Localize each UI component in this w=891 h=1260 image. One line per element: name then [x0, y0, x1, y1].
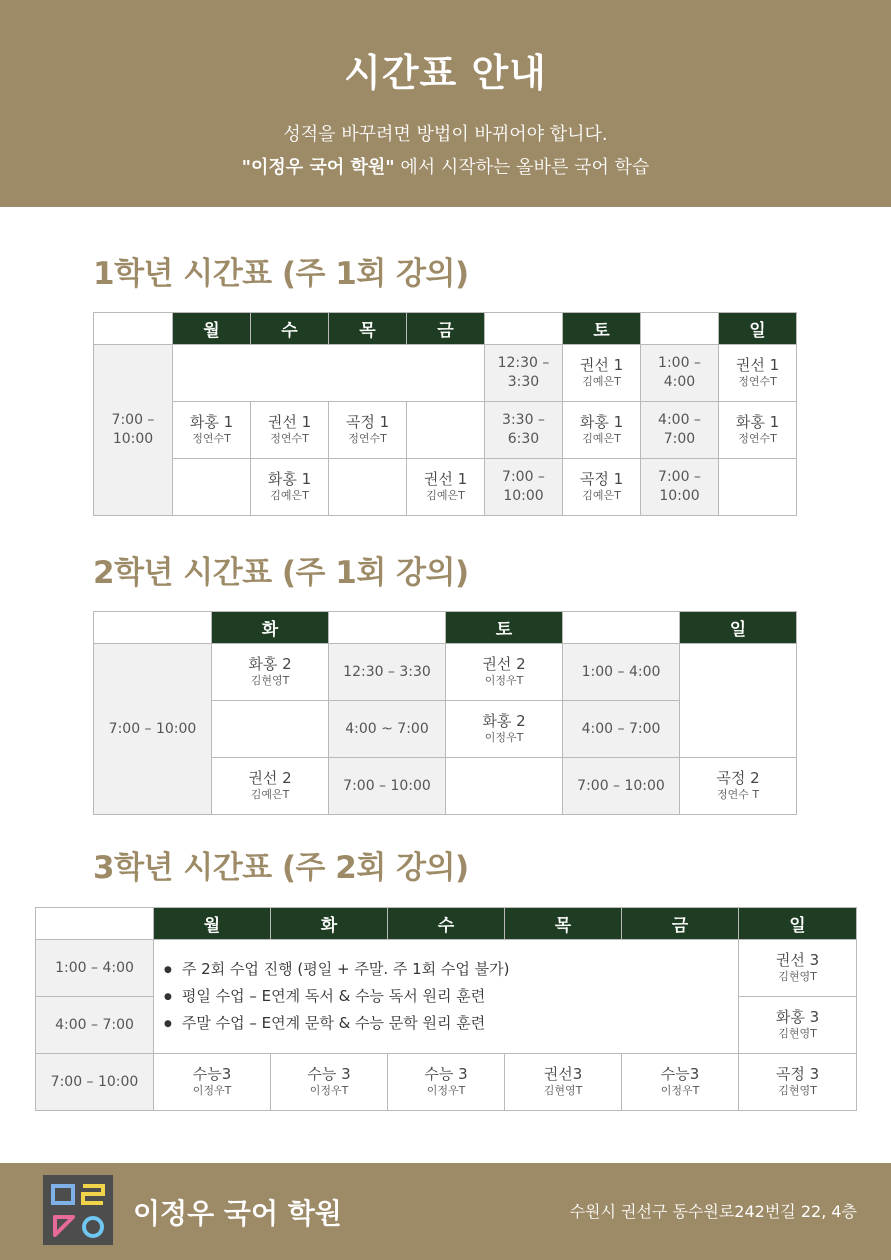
- class-cell: [446, 701, 563, 758]
- time-slot-cell: 7:00 – 10:00: [329, 758, 446, 815]
- day-header: 화: [271, 908, 388, 940]
- table-row: [36, 940, 857, 997]
- teacher-name: 정연수 T: [716, 788, 760, 802]
- time-slot-cell: 7:00 – 10:00: [563, 758, 680, 815]
- course-name: 권선3: [543, 1065, 583, 1084]
- empty-cell: [407, 402, 485, 459]
- time-slot-cell: 1:00 – 4:00: [36, 940, 154, 997]
- blank-header-cell: [641, 313, 719, 345]
- course-name: 수능3: [192, 1065, 232, 1084]
- teacher-name: 정연수T: [738, 432, 777, 446]
- grade1-timetable: [93, 312, 797, 516]
- day-header: 금: [622, 908, 739, 940]
- teacher-name: 이정우T: [309, 1084, 349, 1098]
- day-header: 월: [154, 908, 271, 940]
- header-subtitle: 성적을 바꾸려면 방법이 바뀌어야 합니다.: [283, 124, 608, 145]
- header-banner: [0, 0, 891, 207]
- blank-header-cell: [485, 313, 563, 345]
- teacher-name: 이정우T: [660, 1084, 700, 1098]
- time-slot-cell: 7:00 – 10:00: [485, 459, 563, 516]
- time-slot-cell: 12:30 – 3:30: [485, 345, 563, 402]
- course-name: 권선 1: [579, 356, 624, 375]
- class-cell: [212, 758, 329, 815]
- teacher-name: 김현영T: [543, 1084, 583, 1098]
- class-cell: [563, 459, 641, 516]
- course-name: 곡정 3: [775, 1065, 820, 1084]
- empty-cell: [680, 644, 797, 758]
- class-cell: [173, 402, 251, 459]
- course-name: 곡정 2: [716, 769, 760, 788]
- teacher-name: 김예은T: [582, 375, 621, 389]
- course-name: 권선 2: [482, 655, 526, 674]
- teacher-name: 김예은T: [426, 489, 465, 503]
- time-slot-cell: 7:00 – 10:00: [36, 1054, 154, 1111]
- teacher-name: 김예은T: [250, 788, 290, 802]
- note-item: ● 주 2회 수업 진행 (평일 + 주말. 주 1회 수업 불가): [164, 956, 738, 983]
- teacher-name: 김현영T: [778, 1027, 817, 1041]
- footer-address: 수원시 권선구 동수원로242번길 22, 4층: [569, 1202, 857, 1221]
- empty-cell: [173, 459, 251, 516]
- day-header: 일: [719, 313, 797, 345]
- grade2-title: 2학년 시간표 (주 1회 강의): [93, 555, 469, 591]
- class-cell: [563, 402, 641, 459]
- course-name: 권선 2: [248, 769, 292, 788]
- class-cell: [719, 402, 797, 459]
- time-slot-cell: 3:30 – 6:30: [485, 402, 563, 459]
- corner-cell: [94, 612, 212, 644]
- teacher-name: 정연수T: [738, 375, 777, 389]
- course-name: 화홍 1: [267, 470, 312, 489]
- course-name: 수능3: [660, 1065, 700, 1084]
- note-item: ● 평일 수업 – E연계 독서 & 수능 독서 원리 훈련: [164, 983, 738, 1010]
- blank-header-cell: [329, 612, 446, 644]
- grade3-day-header-row: [36, 908, 857, 940]
- time-slot-cell: 4:00 – 7:00: [563, 701, 680, 758]
- teacher-name: 김예은T: [582, 432, 621, 446]
- course-name: 화홍 1: [735, 413, 780, 432]
- class-cell: [719, 345, 797, 402]
- day-header: 화: [212, 612, 329, 644]
- teacher-name: 정연수T: [348, 432, 387, 446]
- course-name: 곡정 1: [579, 470, 624, 489]
- academy-name-quote: "이정우 국어 학원": [241, 157, 395, 178]
- day-header: 목: [329, 313, 407, 345]
- class-cell: [329, 402, 407, 459]
- course-name: 권선 3: [775, 951, 820, 970]
- course-name: 권선 1: [735, 356, 780, 375]
- footer-academy-name: 이정우 국어 학원: [133, 1197, 342, 1230]
- class-cell: [563, 345, 641, 402]
- grade3-title: 3학년 시간표 (주 2회 강의): [93, 850, 469, 886]
- time-slot-cell: 7:00 – 10:00: [641, 459, 719, 516]
- class-cell: [154, 1054, 271, 1111]
- page-title: 시간표 안내: [344, 51, 547, 95]
- class-cell: [446, 644, 563, 701]
- course-name: 화홍 2: [248, 655, 292, 674]
- grade1-day-header-row: [94, 313, 797, 345]
- tagline-rest: 에서 시작하는 올바른 국어 학습: [394, 157, 650, 178]
- day-header: 월: [173, 313, 251, 345]
- empty-cell: [719, 459, 797, 516]
- time-slot-cell: 7:00 – 10:00: [94, 345, 173, 516]
- time-slot-cell: 4:00 – 7:00: [36, 997, 154, 1054]
- teacher-name: 이정우T: [192, 1084, 232, 1098]
- day-header: 토: [446, 612, 563, 644]
- time-slot-cell: 4:00 – 7:00: [641, 402, 719, 459]
- footer-banner: [0, 1163, 891, 1260]
- corner-cell: [94, 313, 173, 345]
- class-cell: [251, 459, 329, 516]
- logo-graphic: [43, 1175, 113, 1245]
- grade3-timetable: [35, 907, 857, 1111]
- teacher-name: 이정우T: [484, 674, 524, 688]
- empty-cell: [173, 345, 485, 402]
- empty-cell: [329, 459, 407, 516]
- empty-cell: [446, 758, 563, 815]
- teacher-name: 김현영T: [250, 674, 290, 688]
- time-slot-cell: 4:00 ~ 7:00: [329, 701, 446, 758]
- teacher-name: 정연수T: [270, 432, 309, 446]
- class-cell: [271, 1054, 388, 1111]
- course-name: 수능 3: [424, 1065, 468, 1084]
- table-row: [36, 1054, 857, 1111]
- time-slot-cell: 1:00 – 4:00: [641, 345, 719, 402]
- course-name: 화홍 1: [189, 413, 234, 432]
- class-cell: [407, 459, 485, 516]
- class-cell: [739, 1054, 857, 1111]
- day-header: 목: [505, 908, 622, 940]
- time-slot-cell: 12:30 – 3:30: [329, 644, 446, 701]
- course-name: 수능 3: [307, 1065, 351, 1084]
- class-cell: [505, 1054, 622, 1111]
- day-header: 수: [251, 313, 329, 345]
- notes-list: [154, 956, 738, 1037]
- course-name: 화홍 1: [579, 413, 624, 432]
- class-cell: [739, 940, 857, 997]
- grade1-title: 1학년 시간표 (주 1회 강의): [93, 256, 469, 292]
- teacher-name: 정연수T: [192, 432, 231, 446]
- class-cell: [212, 644, 329, 701]
- course-name: 권선 1: [267, 413, 312, 432]
- empty-cell: [212, 701, 329, 758]
- day-header: 일: [739, 908, 857, 940]
- teacher-name: 이정우T: [484, 731, 524, 745]
- time-slot-cell: 1:00 – 4:00: [563, 644, 680, 701]
- note-item: ● 주말 수업 – E연계 문학 & 수능 문학 원리 훈련: [164, 1010, 738, 1037]
- day-header: 금: [407, 313, 485, 345]
- grade2-day-header-row: [94, 612, 797, 644]
- table-row: [94, 459, 797, 516]
- teacher-name: 김예은T: [582, 489, 621, 503]
- grade2-timetable: [93, 611, 797, 815]
- teacher-name: 김현영T: [778, 970, 817, 984]
- class-cell: [251, 402, 329, 459]
- blank-header-cell: [563, 612, 680, 644]
- day-header: 일: [680, 612, 797, 644]
- teacher-name: 이정우T: [426, 1084, 466, 1098]
- time-slot-cell: 7:00 – 10:00: [94, 644, 212, 815]
- header-tagline: [0, 153, 891, 179]
- class-cell: [622, 1054, 739, 1111]
- corner-cell: [36, 908, 154, 940]
- table-row: [94, 402, 797, 459]
- day-header: 토: [563, 313, 641, 345]
- table-row: [94, 345, 797, 402]
- course-name: 권선 1: [423, 470, 468, 489]
- day-header: 수: [388, 908, 505, 940]
- class-cell: [388, 1054, 505, 1111]
- course-name: 곡정 1: [345, 413, 390, 432]
- academy-logo-icon: [43, 1175, 113, 1245]
- course-name: 화홍 3: [775, 1008, 820, 1027]
- class-cell: [739, 997, 857, 1054]
- notes-cell: [154, 940, 739, 1054]
- class-cell: [680, 758, 797, 815]
- teacher-name: 김현영T: [778, 1084, 817, 1098]
- teacher-name: 김예은T: [270, 489, 309, 503]
- table-row: [94, 644, 797, 701]
- course-name: 화홍 2: [482, 712, 526, 731]
